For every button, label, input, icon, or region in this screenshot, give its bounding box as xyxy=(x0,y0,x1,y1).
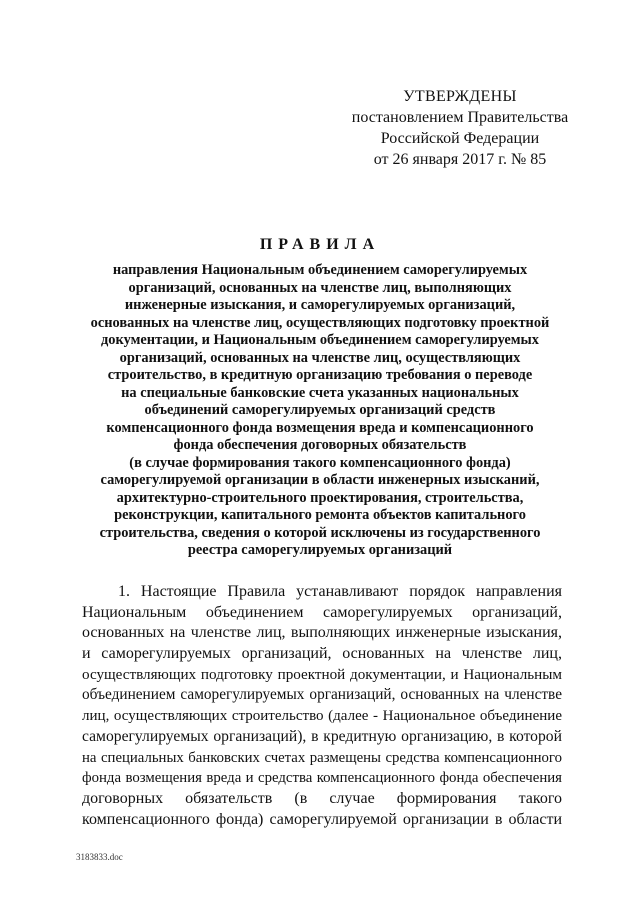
subtitle-line: строительства, сведения о которой исключены из государственного xyxy=(99,524,541,541)
subtitle-line: саморегулируемой организации в области инженерных изысканий, xyxy=(100,472,540,488)
subtitle-line: (в случае формирования такого компенсационного фонда) xyxy=(129,454,511,471)
paragraph-line: компенсационного фонда) саморегулируемой организации в области xyxy=(82,810,562,828)
subtitle-line: основанных на членстве лиц, осуществляющих подготовку проектной xyxy=(90,314,550,331)
paragraph-line: основанных на членстве лиц, выполняющих инженерные изыскания, xyxy=(82,624,562,642)
subtitle-line: инженерные изыскания, и саморегулируемых организаций, xyxy=(124,297,516,313)
paragraph-line: Национальным объединением саморегулируемых организаций, xyxy=(82,603,562,621)
paragraph-line: на специальных банковских счетах размещены средства компенсационного xyxy=(82,749,562,766)
paragraph-1 xyxy=(82,582,562,830)
paragraph-line: 1. Настоящие Правила устанавливают порядок направления xyxy=(118,583,562,600)
document-title: ПРАВИЛА xyxy=(259,236,381,253)
approval-date: от 26 января 2017 г. № 85 xyxy=(373,151,547,168)
subtitle-line: фонда обеспечения договорных обязательств xyxy=(173,437,467,453)
document-subtitle xyxy=(88,262,552,560)
paragraph-line: осуществляющих подготовку проектной документации, и Национальным xyxy=(82,666,562,683)
approval-block xyxy=(340,86,580,170)
paragraph-line: договорных обязательств (в случае формирования такого xyxy=(82,789,562,807)
subtitle-line: направления Национальным объединением саморегулируемых xyxy=(112,262,528,278)
approval-line: постановлением Правительства xyxy=(351,109,569,126)
paragraph-line: и саморегулируемых организаций, основанных на членстве лиц, xyxy=(82,645,562,663)
paragraph-line: саморегулируемых организаций), в кредитную организацию, в которой xyxy=(82,727,562,745)
subtitle-line: реконструкции, капитального ремонта объектов капитального xyxy=(114,507,526,523)
paragraph-line: лиц, осуществляющих строительство (далее - Национальное объединение xyxy=(82,708,562,725)
approval-heading: УТВЕРЖДЕНЫ xyxy=(403,88,517,105)
file-name-footer: 3183833.doc xyxy=(76,852,123,862)
subtitle-line: объединений саморегулируемых организаций средств xyxy=(144,402,496,418)
subtitle-line: реестра саморегулируемых организаций xyxy=(187,542,453,558)
subtitle-line: компенсационного фонда возмещения вреда и компенсационного xyxy=(106,419,534,436)
paragraph-line: объединением саморегулируемых организаций, основанных на членстве xyxy=(82,686,562,704)
subtitle-line: на специальные банковские счета указанных национальных xyxy=(121,384,519,401)
subtitle-line: документации, и Национальным объединением саморегулируемых xyxy=(101,332,539,348)
approval-line: Российской Федерации xyxy=(380,130,540,147)
subtitle-line: организаций, основанных на членстве лиц, осуществляющих xyxy=(119,349,521,366)
paragraph-line: фонда возмещения вреда и средства компенсационного фонда обеспечения xyxy=(82,770,562,787)
subtitle-line: строительство, в кредитную организацию требования о переводе xyxy=(107,367,533,383)
subtitle-line: архитектурно-строительного проектирования, строительства, xyxy=(116,489,524,506)
subtitle-line: организаций, основанных на членстве лиц, выполняющих xyxy=(128,279,512,296)
